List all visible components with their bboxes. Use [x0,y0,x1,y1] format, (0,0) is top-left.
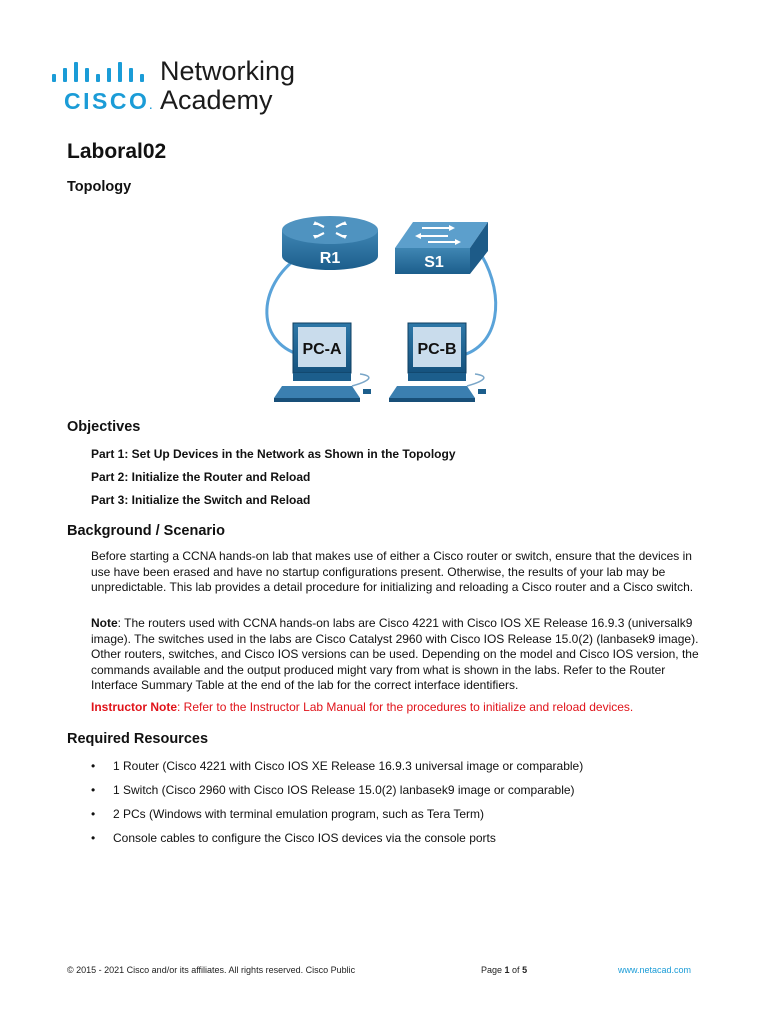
objective-item: Part 3: Initialize the Switch and Reload [91,493,311,507]
logo-academy-text: Academy [160,85,273,115]
pc-b-label: PC-B [417,341,457,358]
page-footer [67,965,707,979]
note-text: : The routers used with CCNA hands-on labs are Cisco 4221 with Cisco IOS XE Release 16.9.3 (universalk9 image). The switches used in the labs are Cisco Catalyst 2960 with Cisco IOS Release 15.0(2) (lanbasek9 image). Other routers, switches, and Cisco IOS versions can be used. Depending on the model and Cisco IOS version, the commands available and the output produced might vary from what is shown in the labs. Refer to the Router Interface Summary Table at the end of the lab for the correct interface identifiers. [91,616,699,693]
logo-networking-text: Networking [160,56,296,86]
list-item: • Console cables to configure the Cisco IOS devices via the console ports [91,831,583,855]
list-item: • 1 Switch (Cisco 2960 with Cisco IOS Release 15.0(2) lanbasek9 image or comparable) [91,783,583,807]
pc-a-icon [274,323,371,402]
instructor-note-label: Instructor Note [91,700,178,714]
router-r1-label: R1 [319,250,341,267]
document-title: Laboral02 [67,140,167,163]
cisco-networking-academy-logo [52,56,312,120]
instructor-note [91,700,633,714]
page-number: Page 1 of 5 [481,965,528,975]
list-item: • 1 Router (Cisco 4221 with Cisco IOS XE Release 16.9.3 universal image or comparable) [91,759,583,783]
pc-b-icon [389,323,486,402]
switch-s1-label: S1 [424,254,444,271]
pc-a-label: PC-A [302,341,342,358]
topology-diagram [260,206,510,410]
note-label: Note [91,616,118,630]
resources-heading: Required Resources [67,731,209,747]
objectives-heading: Objectives [67,419,141,435]
background-heading: Background / Scenario [67,523,225,539]
objective-item: Part 2: Initialize the Router and Reload [91,470,311,484]
note-paragraph [91,616,711,694]
netacad-link[interactable]: www.netacad.com [618,965,692,975]
cisco-bars-icon [52,60,152,82]
topology-heading: Topology [67,179,132,195]
background-paragraph: Before starting a CCNA hands-on lab that makes use of either a Cisco router or switch, ensure that the devices in use have been erased and have no startup configurations present. Otherwise, the results of your lab may be unpredictable. This lab provides a detail procedure for initializing and reloading a Cisco router and a Cisco switch. [91,549,694,595]
instructor-note-text: : Refer to the Instructor Lab Manual for the procedures to initialize and reload devices. [177,700,634,714]
list-item: • 2 PCs (Windows with terminal emulation program, such as Tera Term) [91,807,583,831]
resources-list [91,759,583,855]
cisco-wordmark: CISCO. [64,88,153,114]
objective-item: Part 1: Set Up Devices in the Network as Shown in the Topology [91,447,456,461]
copyright-text: © 2015 - 2021 Cisco and/or its affiliates. All rights reserved. Cisco Public [67,965,356,975]
